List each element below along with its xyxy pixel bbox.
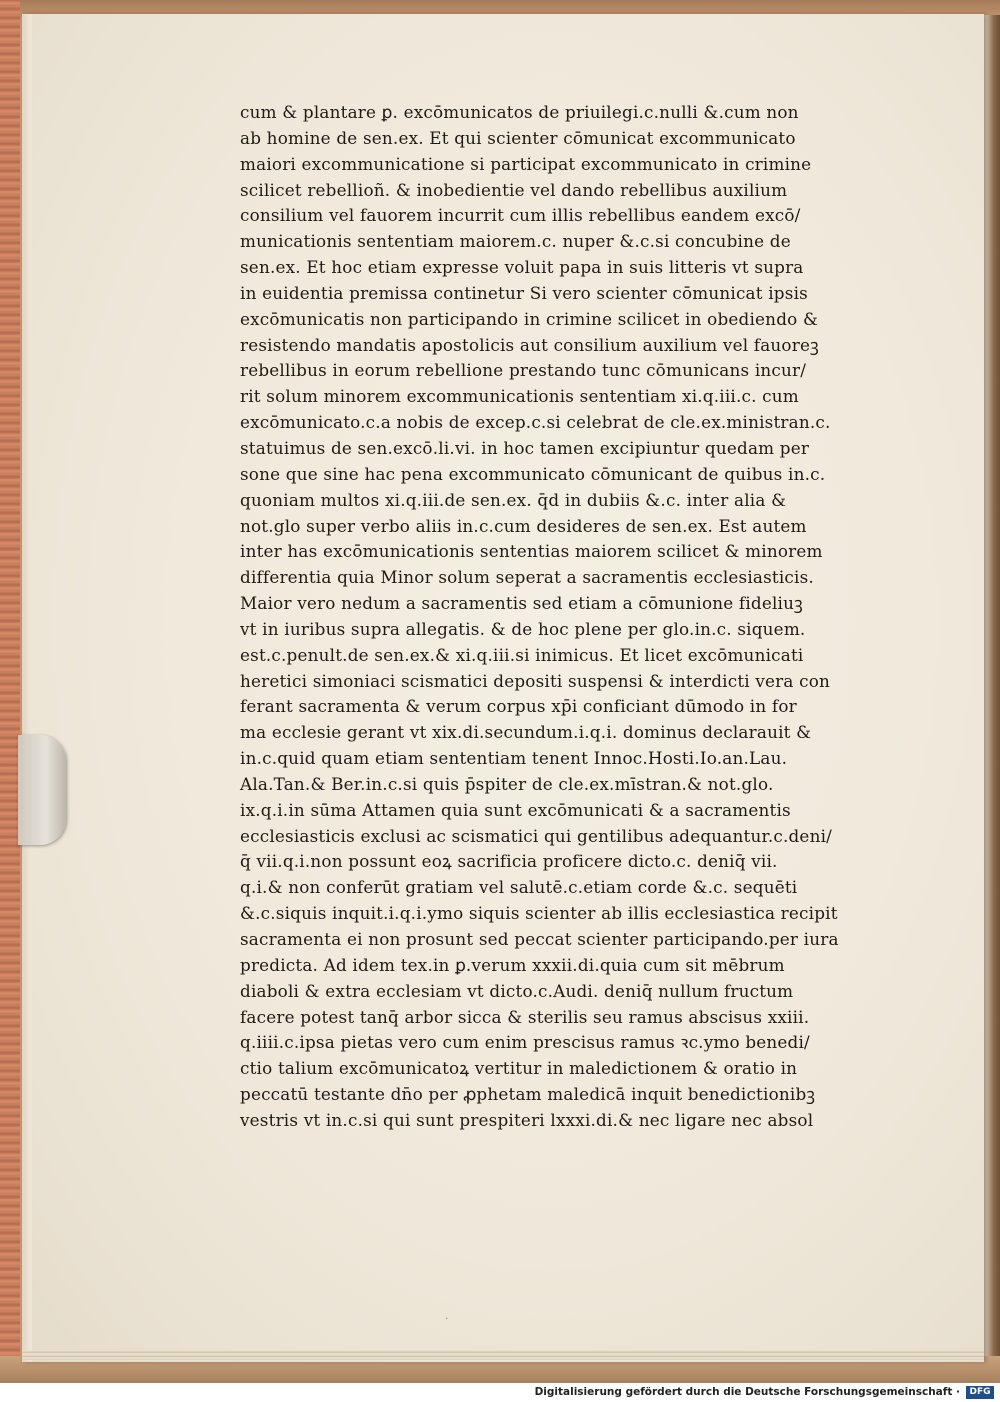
text-line: predicta. Ad idem tex.in ꝑ.verum xxxii.di.quia cum sit mēbrum bbox=[240, 954, 785, 975]
text-line: Ala.Tan.& Ber.in.c.si quis p̄spiter de cle.ex.mīstran.& not.glo. bbox=[240, 773, 774, 794]
text-line: quoniam multos xi.q.iii.de sen.ex. q̄d in dubiis &.c. inter alia & bbox=[240, 489, 787, 510]
text-line: excōmunicato.c.a nobis de excep.c.si celebrat de cle.ex.ministran.c. bbox=[240, 412, 831, 433]
text-line: maiori excommunicatione si participat excommunicato in crimine bbox=[240, 153, 812, 174]
text-line: ix.q.i.in sūma Attamen quia sunt excōmunicati & a sacramentis bbox=[240, 799, 791, 820]
page-gutter-shadow bbox=[22, 14, 32, 1362]
book-spine-edge bbox=[0, 0, 20, 1383]
text-line: vt in iuribus supra allegatis. & de hoc plene per glo.in.c. siquem. bbox=[240, 618, 806, 639]
text-line: sone que sine hac pena excommunicato cōmunicant de quibus in.c. bbox=[240, 463, 826, 484]
text-line: consilium vel fauorem incurrit cum illis rebellibus eandem excō/ bbox=[240, 205, 801, 226]
text-line: ma ecclesie gerant vt xix.di.secundum.i.q.i. dominus declarauit & bbox=[240, 722, 812, 743]
text-line: inter has excōmunicationis sententias maiorem scilicet & minorem bbox=[240, 541, 823, 562]
text-line: excōmunicatis non participando in crimine scilicet in obediendo & bbox=[240, 308, 819, 329]
text-line: diaboli & extra ecclesiam vt dicto.c.Audi. deniq̄ nullum fructum bbox=[240, 980, 794, 1001]
text-line: q.iiii.c.ipsa pietas vero cum enim prescisus ramus ꝛc.ymo benedi/ bbox=[240, 1032, 810, 1053]
text-line: &.c.siquis inquit.i.q.i.ymo siquis scienter ab illis ecclesiastica recipit bbox=[240, 903, 838, 924]
text-line: rit solum minorem excommunicationis sententiam xi.q.iii.c. cum bbox=[240, 386, 799, 407]
text-line: Maior vero nedum a sacramentis sed etiam a cōmunione fideliuꝫ bbox=[240, 593, 803, 614]
text-line: resistendo mandatis apostolicis aut consilium auxilium vel fauoreꝫ bbox=[240, 334, 819, 355]
dfg-logo: DFG bbox=[966, 1386, 994, 1399]
text-line: q.i.& non conferūt gratiam vel salutē.c.etiam corde &.c. sequēti bbox=[240, 877, 798, 898]
text-line: facere potest tanq̄ arbor sicca & sterilis seu ramus abscisus xxiii. bbox=[240, 1006, 810, 1027]
text-line: ab homine de sen.ex. Et qui scienter cōmunicat excommunicato bbox=[240, 127, 796, 148]
page-clip-holder bbox=[18, 735, 66, 845]
text-line: ctio talium excōmunicatoꝝ vertitur in maledictionem & oratio in bbox=[240, 1058, 798, 1079]
text-line: sacramenta ei non prosunt sed peccat scienter participando.per iura bbox=[240, 929, 839, 949]
footer-credit-text: Digitalisierung gefördert durch die Deutsche Forschungsgemeinschaft · bbox=[534, 1386, 960, 1398]
text-line: in.c.quid quam etiam sententiam tenent Innoc.Hosti.Io.an.Lau. bbox=[240, 748, 788, 769]
text-line: vestris vt in.c.si qui sunt prespiteri lxxxi.di.& nec ligare nec absol bbox=[240, 1109, 814, 1130]
text-line: in euidentia premissa continetur Si vero scienter cōmunicat ipsis bbox=[240, 282, 808, 303]
text-line: ferant sacramenta & verum corpus xp̄i conficiant dūmodo in for bbox=[240, 696, 797, 717]
digitization-footer bbox=[0, 1383, 1000, 1402]
text-line: statuimus de sen.excō.li.vi. in hoc tamen excipiuntur quedam per bbox=[240, 437, 810, 458]
text-line: municationis sententiam maiorem.c. nuper &.c.si concubine de bbox=[240, 231, 791, 252]
text-line: differentia quia Minor solum seperat a sacramentis ecclesiasticis. bbox=[240, 567, 814, 588]
text-line: peccatū testante dn̄o per ꝓphetam maledicā inquit benedictionibꝫ bbox=[240, 1084, 816, 1105]
text-line: cum & plantare ꝑ. excōmunicatos de priuilegi.c.nulli &.cum non bbox=[240, 102, 799, 122]
text-line: ecclesiasticis exclusi ac scismatici qui gentilibus adequantur.c.deni/ bbox=[240, 825, 832, 846]
text-line: not.glo super verbo aliis in.c.cum desideres de sen.ex. Est autem bbox=[240, 515, 807, 536]
text-line: scilicet rebellioñ. & inobedientie vel dando rebellibus auxilium bbox=[240, 179, 788, 200]
text-line: heretici simoniaci scismatici depositi suspensi & interdicti vera con bbox=[240, 670, 831, 691]
text-line: sen.ex. Et hoc etiam expresse voluit papa in suis litteris vt supra bbox=[240, 257, 804, 278]
page-mark: · bbox=[445, 1312, 449, 1325]
text-line: rebellibus in eorum rebellione prestando tunc cōmunicans incur/ bbox=[240, 360, 807, 381]
text-line: est.c.penult.de sen.ex.& xi.q.iii.si inimicus. Et licet excōmunicati bbox=[240, 644, 804, 665]
page-stack-edge bbox=[22, 1350, 984, 1360]
text-line: q̄ vii.q.i.non possunt eoꝝ sacrificia proficere dicto.c. deniq̄ vii. bbox=[240, 851, 778, 872]
incunable-text-block bbox=[240, 100, 850, 1134]
